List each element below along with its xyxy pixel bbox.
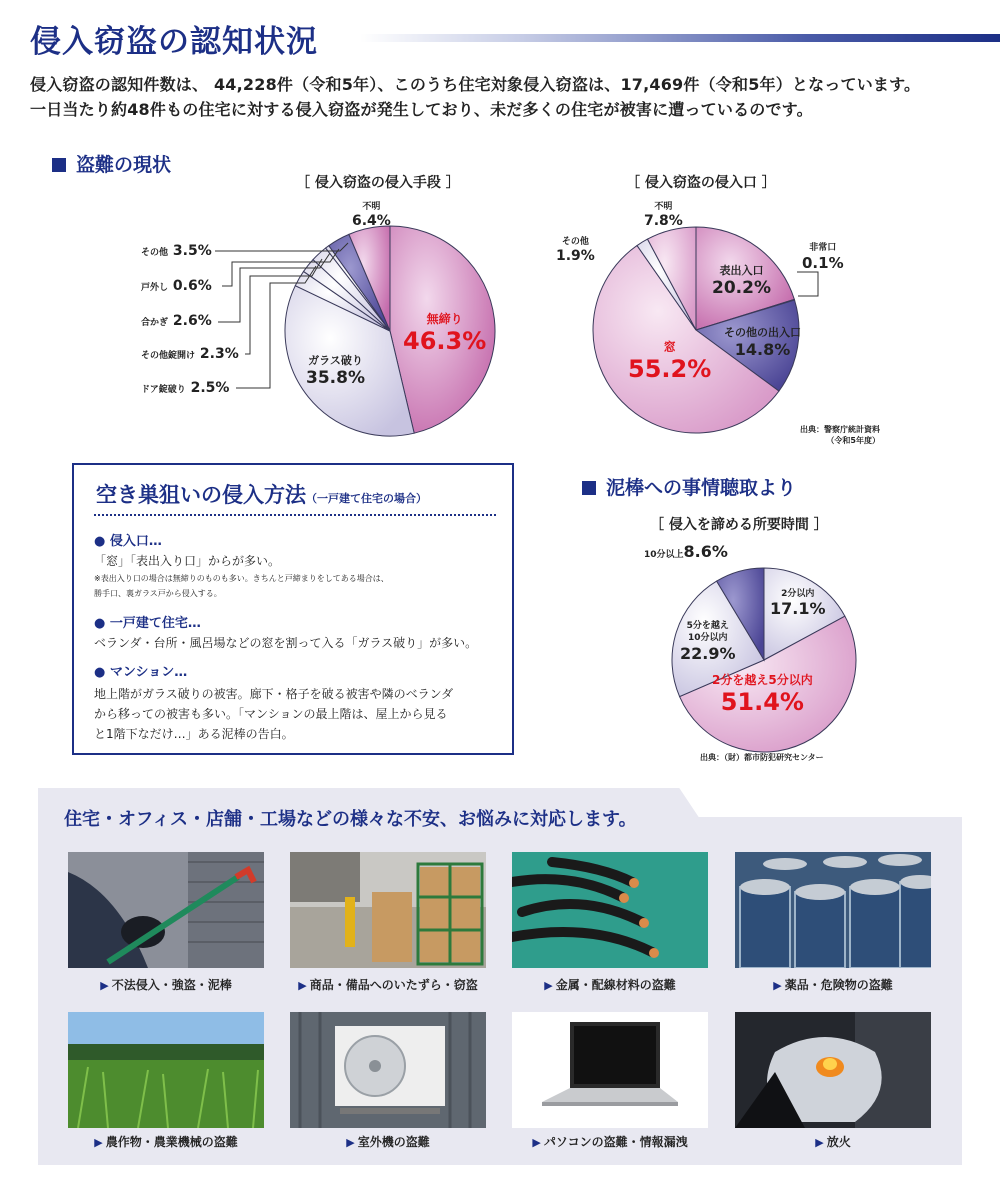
triangle-bullet-icon: ▶ <box>544 979 553 992</box>
dotted-divider <box>94 514 496 516</box>
caption-pc: ▶ パソコンの盗難・情報漏洩 <box>532 1135 688 1149</box>
photo-oil-drums <box>735 852 931 968</box>
p1-label-tohazushi: 戸外し 0.6% <box>141 278 212 294</box>
house-heading: ● 一戸建て住宅… <box>94 616 201 631</box>
p1-label-glass: ガラス破り 35.8% <box>306 354 365 388</box>
intro-line-2: 一日当たり約48件もの住宅に対する侵入窃盗が発生しており、未だ多くの住宅が被害に遭っているのです。 <box>30 100 813 119</box>
caption-crops: ▶ 農作物・農業機械の盗難 <box>94 1135 238 1149</box>
house-text: ベランダ・台所・風呂場などの窓を割って入る「ガラス破り」が多い。 <box>94 636 478 650</box>
triangle-bullet-icon: ▶ <box>94 1136 103 1149</box>
mansion-line-3: と1階下なだけ…」ある泥棒の告白。 <box>94 727 294 741</box>
triangle-bullet-icon: ▶ <box>815 1136 824 1149</box>
p3-label-2to5: 2分を越え5分以内 51.4% <box>712 673 813 716</box>
chart3-source: 出典：（財）都市防犯研究センター <box>700 753 824 762</box>
p3-label-5to10: 5分を越え 10分以内 22.9% <box>680 621 736 663</box>
chart1-title: ［ 侵入窃盗の侵入手段 ］ <box>296 175 460 191</box>
photo-ac-outdoor-unit <box>290 1012 486 1128</box>
triangle-bullet-icon: ▶ <box>298 979 307 992</box>
p3-label-over10: 10分以上8.6% <box>644 542 728 561</box>
mansion-line-2: から移っての被害も多い。「マンションの最上階は、屋上から見る <box>94 707 448 721</box>
p1-label-sonota-jo: その他錠開け 2.3% <box>141 346 239 362</box>
triangle-bullet-icon: ▶ <box>100 979 109 992</box>
caption-ac: ▶ 室外機の盗難 <box>346 1135 430 1149</box>
chart2-title: ［ 侵入窃盗の侵入口 ］ <box>626 175 776 191</box>
photo-intruder-crowbar <box>68 852 264 968</box>
p1-label-aikagi: 合かぎ 2.6% <box>141 313 212 329</box>
photo-copper-cables <box>512 852 708 968</box>
p1-label-fumei: 不明 6.4% <box>352 202 391 229</box>
p2-label-mado: 窓 55.2% <box>628 340 712 383</box>
entrance-note-2: 勝手口、裏ガラス戸から侵入する。 <box>94 589 222 598</box>
chart3-title: ［ 侵入を諦める所要時間 ］ <box>650 517 828 533</box>
caption-arson: ▶ 放火 <box>815 1135 851 1149</box>
akisu-box-title: 空き巣狙いの侵入方法（一戸建て住宅の場合） <box>96 483 427 507</box>
section-theft-label: 盗難の現状 <box>76 154 172 176</box>
triangle-bullet-icon: ▶ <box>532 1136 541 1149</box>
caption-chemicals: ▶ 薬品・危険物の盗難 <box>773 978 893 992</box>
mansion-heading: ● マンション… <box>94 665 188 680</box>
photo-crop-field <box>68 1012 264 1128</box>
photo-cargo-boxes <box>290 852 486 968</box>
triangle-bullet-icon: ▶ <box>346 1136 355 1149</box>
photo-laptop <box>512 1012 708 1128</box>
square-bullet-icon <box>582 481 596 495</box>
chart2-source: 出典：警察庁統計資料 （令和5年度） <box>800 425 880 445</box>
p2-label-other-door: その他の出入口 14.8% <box>724 326 801 359</box>
p3-label-within2: 2分以内 17.1% <box>770 589 826 618</box>
entrance-heading: ● 侵入口… <box>94 534 162 549</box>
chart2-leader-line <box>797 272 818 296</box>
p2-label-sonota: その他 1.9% <box>556 237 595 264</box>
p1-label-mujime: 無締り 46.3% <box>403 312 487 355</box>
mansion-line-1: 地上階がガラス破りの被害。廊下・格子を破る被害や隣のベランダ <box>94 687 454 701</box>
services-headline: 住宅・オフィス・店舗・工場などの様々な不安、お悩みに対応します。 <box>64 809 637 830</box>
entrance-text: 「窓」「表出入り口」からが多い。 <box>94 554 281 568</box>
section-interview-heading <box>582 473 796 500</box>
section-interview-label: 泥棒への事情聴取より <box>606 477 797 499</box>
p2-label-fumei: 不明 7.8% <box>644 202 683 229</box>
caption-goods: ▶ 商品・備品へのいたずら・窃盗 <box>298 978 478 992</box>
p1-label-door: ドア錠破り 2.5% <box>141 380 230 396</box>
p2-label-hijo: 非常口 0.1% <box>802 243 844 272</box>
caption-intrusion: ▶ 不法侵入・強盗・泥棒 <box>100 978 232 992</box>
photo-arson <box>735 1012 931 1128</box>
p2-label-omote: 表出入口 20.2% <box>712 264 771 298</box>
page-title: 侵入窃盗の認知状況 <box>30 24 318 60</box>
entrance-note-1: ※表出入り口の場合は無締りのものも多い。きちんと戸締まりをしてある場合は、 <box>94 574 389 583</box>
caption-metal: ▶ 金属・配線材料の盗難 <box>544 978 676 992</box>
p1-label-sonota: その他 3.5% <box>141 243 212 259</box>
triangle-bullet-icon: ▶ <box>773 979 782 992</box>
intro-line-1: 侵入窃盗の認知件数は、 44,228件（令和5年）、このうち住宅対象侵入窃盗は、17,469件（令和5年）となっています。 <box>30 75 921 94</box>
